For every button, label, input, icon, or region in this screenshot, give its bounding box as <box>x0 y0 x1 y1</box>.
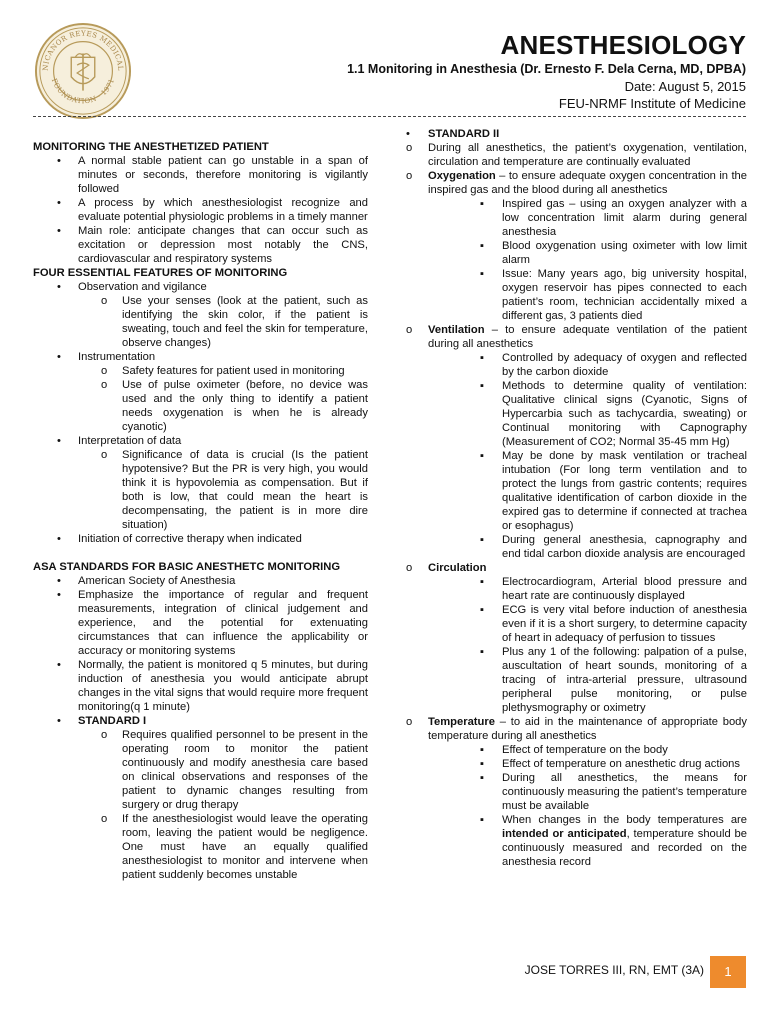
list-item: ▪ Effect of temperature on anesthetic drug actions <box>480 758 740 770</box>
list-item: ▪ Plus any 1 of the following: palpation of a pulse, auscultation of heart sounds, monitoring of a tracing of intra-arterial pressure, ultrasound peripheral pulse monitoring, or pulse plethysmography or oximetry <box>480 646 747 714</box>
document-header <box>347 30 746 112</box>
list-item: o Temperature – to aid in the maintenance of appropriate body temperature during all anesthetics <box>406 716 747 742</box>
svg-text:NICANOR REYES MEDICAL: NICANOR REYES MEDICAL <box>40 28 126 72</box>
list-item: o Requires qualified personnel to be present in the operating room to monitor the patient continuously and modify anesthesia care based on clinical observations and responses of the patient to dynamic changes resulting from surgery or drug therapy <box>101 729 368 811</box>
list-item: ▪ Inspired gas – using an oxygen analyzer with a low concentration limit alarm during general anesthesia <box>480 198 747 238</box>
list-item: ▪ When changes in the body temperatures are intended or anticipated, temperature should be continuously measured and recorded on the anesthesia record <box>480 814 747 868</box>
list-item: • A normal stable patient can go unstable in a span of minutes or seconds, therefore monitoring is vigilantly followed <box>57 155 368 195</box>
right-column <box>404 127 747 869</box>
list-item: ▪ ECG is very vital before induction of anesthesia even if it is a short surgery, to determine capacity of heart in adequacy of perfusion to tissues <box>480 604 747 644</box>
list-item: ▪ During general anesthesia, capnography and end tidal carbon dioxide analysis are encouraged <box>480 534 747 560</box>
list-item: ▪ During all anesthetics, the means for continuously measuring the patient’s temperature must be available <box>480 772 747 812</box>
header-divider <box>33 116 746 117</box>
list-item: • American Society of Anesthesia <box>57 575 236 587</box>
list-item: • STANDARD I <box>57 715 147 727</box>
list-item: • Emphasize the importance of regular and frequent measurements, integration of clinical judgement and experience, and the potential for extenuating circumstances that can influence the applicability or accuracy or monitoring systems <box>57 589 368 657</box>
list-item: • Initiation of corrective therapy when indicated <box>57 533 302 545</box>
foundation-seal-logo <box>34 22 132 120</box>
lecture-date: Date: August 5, 2015 <box>624 79 746 94</box>
list-item: ▪ Effect of temperature on the body <box>480 744 668 756</box>
list-item: o Significance of data is crucial (Is the patient hypotensive? But the PR is very high, you would think it is hypovolemia as compensation. But if both is low, that could mean the heart is decompensating, the patient is in more dire situation) <box>101 449 368 531</box>
list-item: • Main role: anticipate changes that can occur such as excitation or depression most notably the CNS, cardiovascular and respiratory systems <box>57 225 368 265</box>
section-heading: FOUR ESSENTIAL FEATURES OF MONITORING <box>33 267 288 279</box>
list-item: o Circulation <box>406 562 487 574</box>
list-item: o Oxygenation – to ensure adequate oxygen concentration in the inspired gas and the blood during all anesthetics <box>406 170 747 196</box>
list-item: • Observation and vigilance <box>57 281 207 293</box>
list-item: o During all anesthetics, the patient’s oxygenation, ventilation, circulation and temperature are continually evaluated <box>406 142 747 168</box>
list-item: ▪ May be done by mask ventilation or tracheal intubation (For long term ventilation and to protect the lungs from gastric contents; requires qualitative identification of carbon dioxide in the expired gas to determine if connected at trachea or esophagus) <box>480 450 747 532</box>
section-heading: ASA STANDARDS FOR BASIC ANESTHETC MONITORING <box>33 561 341 573</box>
list-item: • Interpretation of data <box>57 435 182 447</box>
list-item: o Use of pulse oximeter (before, no device was used and the only thing to identify a patient needs oxygenation is when he is already cyanotic) <box>101 379 368 433</box>
list-item: • Normally, the patient is monitored q 5 minutes, but during induction of anesthesia you would anticipate abrupt changes in the vital signs that would require more frequent monitoring(q 1 minute) <box>57 659 368 713</box>
section-heading: MONITORING THE ANESTHETIZED PATIENT <box>33 141 269 153</box>
institute-name: FEU-NRMF Institute of Medicine <box>558 96 746 111</box>
lecture-subtitle: 1.1 Monitoring in Anesthesia (Dr. Ernesto F. Dela Cerna, MD, DPBA) <box>347 62 746 76</box>
left-column <box>33 140 368 882</box>
list-item: ▪ Methods to determine quality of ventilation: Qualitative clinical signs (Cyanotic, Signs of Hypercarbia such as tachycardia, sweating) or Continual monitoring with Capnography (Measurement of CO2; Normal 35-45 mm Hg) <box>480 380 747 448</box>
list-item: ▪ Controlled by adequacy of oxygen and reflected by the carbon dioxide <box>480 352 747 378</box>
list-item: • STANDARD II <box>406 128 500 140</box>
list-item: ▪ Electrocardiogram, Arterial blood pressure and heart rate are continuously displayed <box>480 576 747 602</box>
page-number: 1 <box>710 956 746 988</box>
list-item: o If the anesthesiologist would leave the operating room, leaving the patient would be negligence. One must have an equally qualified anesthesiologist to monitor and intervene when patient suddenly becomes unstable <box>101 813 368 881</box>
footer-author: JOSE TORRES III, RN, EMT (3A) <box>524 963 704 977</box>
document-title: ANESTHESIOLOGY <box>500 30 746 60</box>
list-item: ▪ Blood oxygenation using oximeter with low limit alarm <box>480 240 747 266</box>
list-item: • A process by which anesthesiologist recognize and evaluate potential physiologic problems in a timely manner <box>57 197 368 223</box>
list-item: ▪ Issue: Many years ago, big university hospital, oxygen reservoir has pipes connected to each patient’s room, technician accidentally mixed a different gas, 3 patients died <box>480 268 747 322</box>
list-item: o Ventilation – to ensure adequate ventilation of the patient during all anesthetics <box>406 324 747 350</box>
list-item: o Safety features for patient used in monitoring <box>101 365 345 377</box>
list-item: o Use your senses (look at the patient, such as identifying the skin color, if the patient is sweating, touch and feel the skin for temperature, observe changes) <box>101 295 368 349</box>
list-item: • Instrumentation <box>57 351 156 363</box>
svg-text:FOUNDATION · 1971: FOUNDATION · 1971 <box>49 77 117 106</box>
